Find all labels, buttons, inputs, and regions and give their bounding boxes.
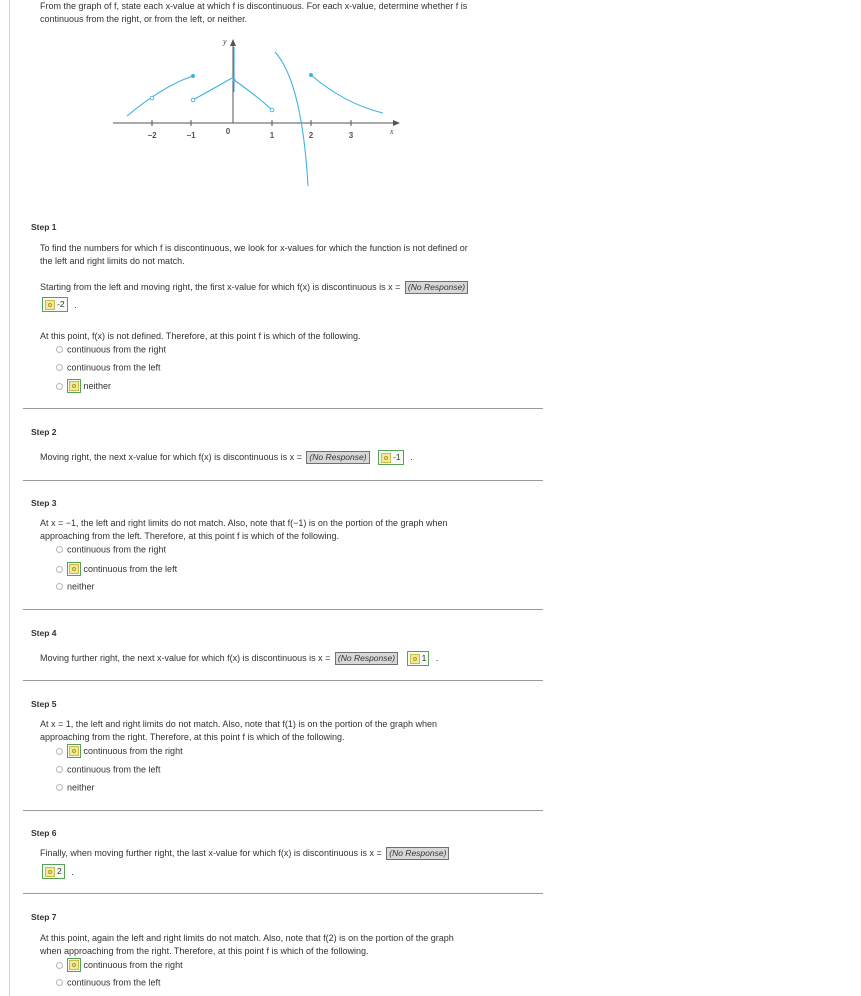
step-divider [23,680,543,681]
curve-asymptote [275,52,308,186]
step-2-label: Step 2 [31,427,57,437]
step-2-response-field[interactable]: (No Response) [306,451,369,464]
step-4-question-text: Moving further right, the next x-value for which f(x) is discontinuous is x = [40,652,331,663]
step-3-text-2: approaching from the left. Therefore, at this point f is which of the following. [40,531,339,541]
tick-label: 0 [225,127,231,136]
key-icon [69,960,79,970]
step-7-label: Step 7 [31,912,57,922]
step-6-response-field[interactable]: (No Response) [386,847,449,860]
step-1-prompt: At this point, f(x) is not defined. Therefore, at this point f is which of the following. [40,331,361,341]
radio-button[interactable] [56,566,63,573]
step-5-option-left[interactable]: continuous from the left [56,763,161,776]
step-2-answer[interactable] [378,450,404,465]
step-1-answer[interactable] [42,297,68,312]
step-divider [23,609,543,610]
step-7-text-2: when approaching from the right. Therefore, at this point f is which of the following. [40,946,369,956]
key-icon [45,867,55,877]
key-icon [69,564,79,574]
step-1-response-field[interactable]: (No Response) [405,281,468,294]
step-5-option-neither[interactable]: neither [56,781,95,794]
open-dot [270,108,274,112]
step-divider [23,810,543,811]
tick-label: −2 [147,131,157,140]
step-1-text-2: the left and right limits do not match. [40,256,185,266]
curve-middle-left [193,78,232,100]
key-icon [69,381,79,391]
step-5-option-right[interactable]: continuous from the right [56,744,183,758]
step-3-text-1: At x = −1, the left and right limits do not match. Also, note that f(−1) is on the portion of the graph when [40,518,448,528]
y-axis-arrow [230,39,236,46]
x-axis-arrow [393,120,400,126]
step-6-answer-value: 2 [57,866,62,876]
curve-left [127,76,193,116]
radio-button[interactable] [56,364,63,371]
step-4-answer[interactable] [407,651,430,666]
function-graph [105,34,405,190]
step-7-option-right[interactable]: continuous from the right [56,958,183,972]
step-1-answer-row: -2 . [42,297,77,312]
step-1-option-left[interactable]: continuous from the left [56,361,161,374]
step-2-question: Moving right, the next x-value for which f(x) is discontinuous is x = (No Response) -1 . [40,450,413,465]
tick-label: 2 [308,131,314,140]
step-3-option-left[interactable]: continuous from the left [56,562,177,576]
tick-label: 3 [348,131,354,140]
curve-middle [234,47,272,110]
step-6-answer-row: 2 . [42,864,74,879]
step-3-option-neither[interactable]: neither [56,580,95,593]
step-2-question-text: Moving right, the next x-value for which f(x) is discontinuous is x = [40,451,302,462]
intro-line-1: From the graph of f, state each x-value at which f is discontinuous. For each x-value, determine whether f is [40,1,468,11]
step-5-text-1: At x = 1, the left and right limits do not match. Also, note that f(1) is on the portion of the graph when [40,719,437,729]
step-4-response-field[interactable]: (No Response) [335,652,398,665]
step-6-label: Step 6 [31,828,57,838]
step-5-text-2: approaching from the right. Therefore, at this point f is which of the following. [40,732,345,742]
closed-dot [309,73,313,77]
key-icon [381,453,391,463]
radio-button[interactable] [56,748,63,755]
closed-dot [191,74,195,78]
step-1-option-right[interactable]: continuous from the right [56,343,166,356]
tick-label: −1 [186,131,196,140]
radio-button[interactable] [56,979,63,986]
step-7-option-left[interactable]: continuous from the left [56,976,161,989]
step-4-question: Moving further right, the next x-value for which f(x) is discontinuous is x = (No Response) 1 . [40,651,438,666]
step-1-question [40,281,468,294]
step-4-answer-value: 1 [421,653,427,663]
closed-dot [232,78,235,81]
step-2-answer-value: -1 [393,452,401,462]
correct-key-badge [67,958,81,972]
step-1-text-1: To find the numbers for which f is discontinuous, we look for x-values for which the function is not defined or [40,243,468,253]
step-3-label: Step 3 [31,498,57,508]
radio-button[interactable] [56,346,63,353]
correct-key-badge [67,562,81,576]
key-icon [69,746,79,756]
radio-button[interactable] [56,583,63,590]
step-divider [23,480,543,481]
open-dot [191,98,195,102]
x-axis-label: x [390,127,394,136]
open-dot [150,96,154,100]
key-icon [410,654,420,664]
correct-key-badge [67,379,81,393]
step-1-option-neither[interactable]: neither [56,379,111,393]
step-1-answer-value: -2 [57,299,65,309]
step-4-label: Step 4 [31,628,57,638]
step-1-question-text: Starting from the left and moving right, the first x-value for which f(x) is discontinuous is x = [40,282,401,292]
y-axis-label: y [223,37,227,46]
step-6-question [40,847,449,860]
radio-button[interactable] [56,962,63,969]
step-6-answer[interactable] [42,864,65,879]
step-1-label: Step 1 [31,222,57,232]
radio-button[interactable] [56,766,63,773]
intro-line-2: continuous from the right, or from the left, or neither. [40,14,248,24]
curve-right [311,75,383,113]
step-7-text-1: At this point, again the left and right limits do not match. Also, note that f(2) is on the portion of the graph [40,933,454,943]
step-5-label: Step 5 [31,699,57,709]
radio-button[interactable] [56,784,63,791]
key-icon [45,300,55,310]
tick-label: 1 [269,131,275,140]
radio-button[interactable] [56,383,63,390]
step-3-option-right[interactable]: continuous from the right [56,543,166,556]
left-border [9,0,10,996]
radio-button[interactable] [56,546,63,553]
correct-key-badge [67,744,81,758]
step-divider [23,893,543,894]
step-divider [23,408,543,409]
step-6-question-text: Finally, when moving further right, the last x-value for which f(x) is discontinuous is x = [40,848,382,858]
